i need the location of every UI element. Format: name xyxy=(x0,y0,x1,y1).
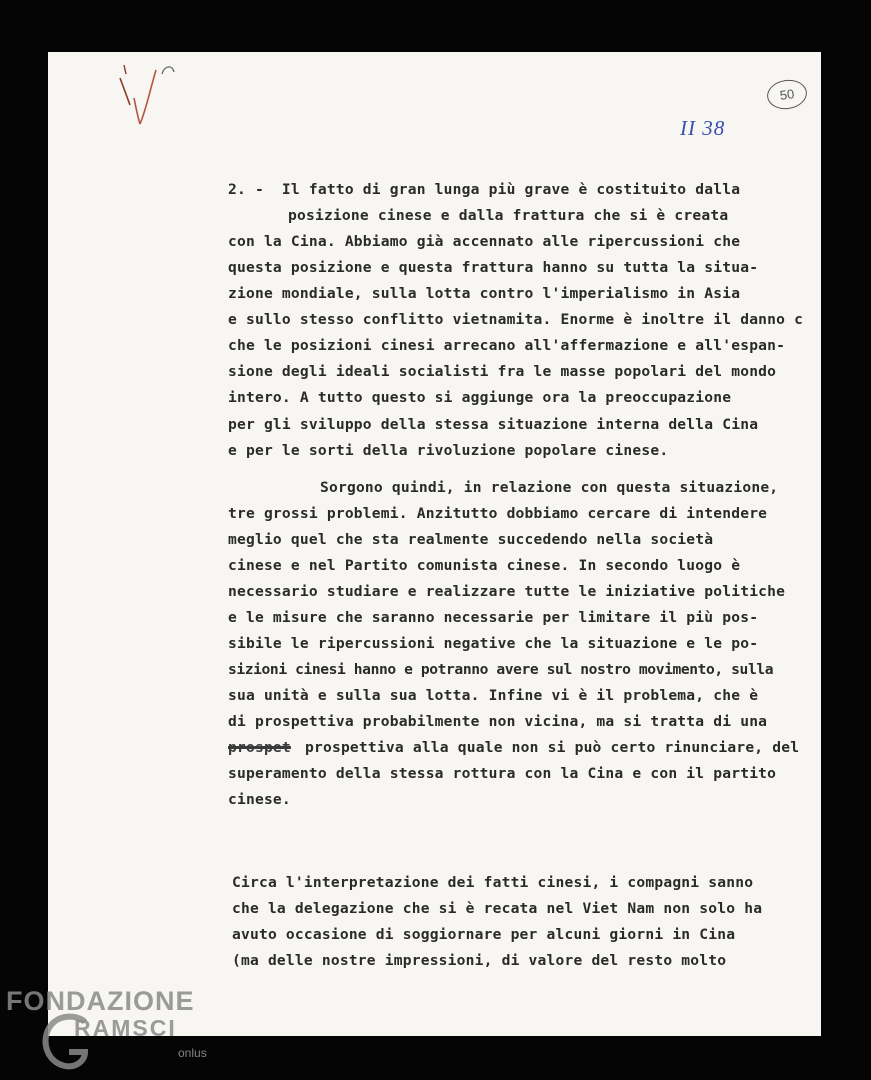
text-line: posizione cinese e dalla frattura che si è creata xyxy=(288,207,729,224)
text-line: prospettiva alla quale non si può certo rinunciare, del xyxy=(305,739,800,756)
text-line: che le posizioni cinesi arrecano all'affermazione e all'espan- xyxy=(228,337,786,354)
text-line: Sorgono quindi, in relazione con questa situazione, xyxy=(320,479,779,496)
text-line: sua unità e sulla sua lotta. Infine vi è il problema, che è xyxy=(228,687,759,704)
text-line: che la delegazione che si è recata nel Viet Nam non solo ha xyxy=(232,900,763,917)
text-line: (ma delle nostre impressioni, di valore del resto molto xyxy=(232,952,727,969)
text-line: Circa l'interpretazione dei fatti cinesi, i compagni sanno xyxy=(232,874,754,891)
page-number-stamp: 50 xyxy=(765,77,809,111)
text-line: di prospettiva probabilmente non vicina, ma si tratta di una xyxy=(228,713,768,730)
text-line: meglio quel che sta realmente succedendo nella società xyxy=(228,531,714,548)
watermark-line1: FONDAZIONE xyxy=(6,986,195,1016)
text-line: intero. A tutto questo si aggiunge ora la preoccupazione xyxy=(228,389,732,406)
text-line: necessario studiare e realizzare tutte le iniziative politiche xyxy=(228,583,786,600)
text-line: cinese e nel Partito comunista cinese. In secondo luogo è xyxy=(228,557,741,574)
struck-word: prospet xyxy=(228,739,291,756)
text-line: avuto occasione di soggiornare per alcuni giorni in Cina xyxy=(232,926,736,943)
archive-mark: II 38 xyxy=(680,116,726,140)
text-line: sione degli ideali socialisti fra le masse popolari del mondo xyxy=(228,363,777,380)
text-line: per gli sviluppo della stessa situazione interna della Cina xyxy=(228,416,759,433)
text-line: sizioni cinesi hanno e potranno avere sul nostro movimento, sulla xyxy=(228,661,774,678)
watermark-line2: RAMSCI xyxy=(74,1015,177,1041)
text-line: zione mondiale, sulla lotta contro l'imperialismo in Asia xyxy=(228,285,741,302)
fondazione-gramsci-watermark xyxy=(6,986,226,1076)
text-line: e le misure che saranno necessarie per limitare il più pos- xyxy=(228,609,759,626)
text-line: 2. - Il fatto di gran lunga più grave è costituito dalla xyxy=(228,181,741,198)
pencil-marks-icon xyxy=(110,60,190,130)
watermark-line3: onlus xyxy=(178,1046,207,1060)
text-line: superamento della stessa rottura con la Cina e con il partito xyxy=(228,765,777,782)
text-line: e per le sorti della rivoluzione popolare cinese. xyxy=(228,442,669,459)
svg-text:G: G xyxy=(87,1068,88,1069)
text-line: sibile le ripercussioni negative che la situazione e le po- xyxy=(228,635,759,652)
text-line: questa posizione e questa frattura hanno su tutta la situa- xyxy=(228,259,759,276)
text-line: cinese. xyxy=(228,791,291,808)
text-line: e sullo stesso conflitto vietnamita. Enorme è inoltre il danno c xyxy=(228,311,804,328)
text-line: tre grossi problemi. Anzitutto dobbiamo cercare di intendere xyxy=(228,505,768,522)
text-line: con la Cina. Abbiamo già accennato alle ripercussioni che xyxy=(228,233,741,250)
